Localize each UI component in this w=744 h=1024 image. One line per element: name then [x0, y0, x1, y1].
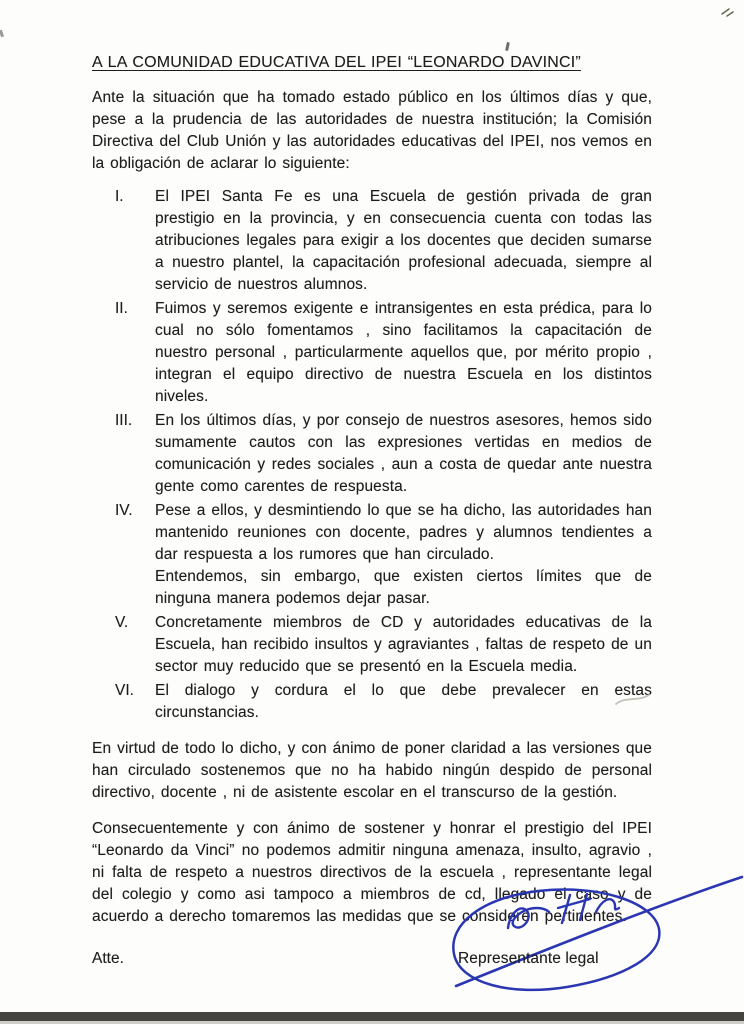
scan-bottom-edge: [0, 1012, 744, 1021]
list-item: [92, 680, 652, 724]
signature-role-label: Representante legal: [458, 950, 599, 967]
list-item: [92, 298, 652, 408]
list-item-paragraph: Entendemos, sin embargo, que existen ciertos límites que de ninguna manera podemos dejar pasar.: [155, 568, 652, 607]
numbered-list: [92, 186, 652, 724]
list-item-paragraph: Pese a ellos, y desmintiendo lo que se ha dicho, las autoridades han mantenido reuniones con docente, padres y alumnos tendientes a dar respuesta a los rumores que han circulado.: [155, 502, 652, 563]
letter-body: [92, 54, 652, 968]
list-item-text: En los últimos días, y por consejo de nuestros asesores, hemos sido sumamente cautos con las expresiones vertidas en medios de comunicación y redes sociales , aun a costa de quedar ante nuestra gente como carentes de respuesta.: [155, 412, 652, 495]
scan-speck: [0, 30, 4, 38]
list-item: [92, 500, 652, 610]
list-item: [92, 186, 652, 296]
scan-speck: [720, 5, 736, 19]
list-item-text: Concretamente miembros de CD y autoridades educativas de la Escuela, han recibido insultos y agraviantes , faltas de respeto de un sector muy reducido que se presentó en la Escuela media.: [155, 614, 652, 675]
list-item-text: El IPEI Santa Fe es una Escuela de gestión privada de gran prestigio en la provincia, y en consecuencia cuenta con todas las atribuciones legales para exigir a los docentes que deciden sumarse a nuestro plantel, la capacitación profesional adecuada, siempre al servicio de nuestros alumnos.: [155, 188, 652, 293]
list-item-text: Fuimos y seremos exigente e intransigentes en esta prédica, para lo cual no sólo fomentamos , sino facilitamos la capacitación de nuestro personal , particularmente aquellos que, por mérito propio , integran el equipo directivo de nuestra Escuela en los distintos niveles.: [155, 300, 652, 405]
list-item-numeral: VI.: [115, 682, 134, 699]
signoff: Atte.: [92, 950, 124, 967]
closing-paragraph: En virtud de todo lo dicho, y con ánimo de poner claridad a las versiones que han circulado sostenemos que no ha habido ningún despido de personal directivo, docente , ni de asistente escolar en el transcurso de la gestión.: [92, 740, 652, 801]
letter-heading: A LA COMUNIDAD EDUCATIVA DEL IPEI “LEONARDO DAVINCI”: [92, 54, 581, 71]
list-item-numeral: I.: [115, 188, 124, 205]
list-item-numeral: V.: [115, 614, 129, 631]
closing-paragraph: Consecuentemente y con ánimo de sostener y honrar el prestigio del IPEI “Leonardo da Vinci” no podemos admitir ninguna amenaza, insulto, agravio , ni falta de respeto a nuestros directivos de la escuela , representante legal del colegio y como asi tampoco a miembros de cd, llegado el caso y de acuerdo a derecho tomaremos las medidas que se consideren pertinentes.: [92, 820, 652, 925]
list-item-numeral: II.: [115, 300, 128, 317]
list-item-text: [155, 500, 652, 610]
list-item-numeral: IV.: [115, 502, 133, 519]
scan-speck: [505, 42, 510, 51]
list-item: [92, 612, 652, 678]
list-item-numeral: III.: [115, 412, 133, 429]
list-item: [92, 410, 652, 498]
intro-paragraph: Ante la situación que ha tomado estado público en los últimos días y que, pese a la prudencia de las autoridades de nuestra institución; la Comisión Directiva del Club Unión y las autoridades educativas del IPEI, nos vemos en la obligación de aclarar lo siguiente:: [92, 89, 652, 172]
list-item-text: El dialogo y cordura el lo que debe prevalecer en estas circunstancias.: [155, 682, 652, 721]
